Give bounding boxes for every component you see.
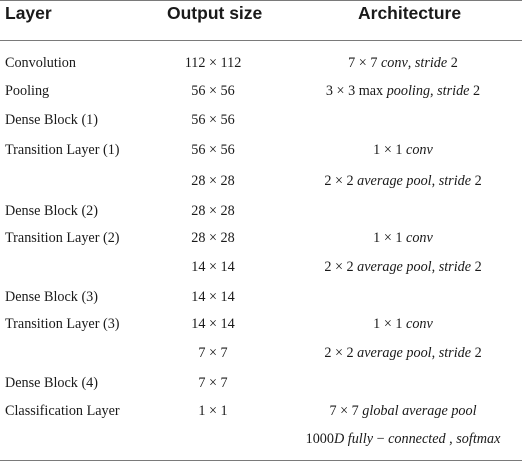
- architecture-cell: 1 × 1 conv: [373, 142, 433, 158]
- output-size-cell: 1 × 1: [198, 403, 228, 419]
- output-size-cell: 7 × 7: [198, 375, 228, 391]
- table-row: [0, 401, 522, 429]
- architecture-cell: 1 × 1 conv: [373, 316, 433, 332]
- architecture-cell: 2 × 2 average pool, stride 2: [324, 345, 482, 361]
- layer-cell: Classification Layer: [5, 403, 120, 419]
- output-size-cell: 56 × 56: [191, 142, 235, 158]
- architecture-cell: 2 × 2 average pool, stride 2: [324, 259, 482, 275]
- layer-cell: Transition Layer (1): [5, 142, 120, 158]
- header-architecture: Architecture: [358, 3, 462, 23]
- architecture-cell: 1 × 1 conv: [373, 230, 433, 246]
- output-size-cell: 56 × 56: [191, 112, 235, 128]
- architecture-cell: 7 × 7 global average pool: [329, 403, 477, 419]
- layer-cell: Dense Block (4): [5, 375, 98, 391]
- layer-cell: Transition Layer (3): [5, 316, 120, 332]
- table-row: [0, 343, 522, 371]
- output-size-cell: 28 × 28: [191, 203, 235, 219]
- table-row: [0, 257, 522, 285]
- layer-cell: Transition Layer (2): [5, 230, 120, 246]
- table-row: [0, 314, 522, 342]
- table-row: [0, 429, 522, 457]
- output-size-cell: 7 × 7: [198, 345, 228, 361]
- table-row: [0, 201, 522, 229]
- architecture-cell: 2 × 2 average pool, stride 2: [324, 173, 482, 189]
- output-size-cell: 56 × 56: [191, 83, 235, 99]
- header-layer: Layer: [5, 3, 52, 23]
- output-size-cell: 14 × 14: [191, 259, 235, 275]
- table-top-rule: [0, 0, 522, 1]
- header-rule: [0, 40, 522, 41]
- architecture-cell: 1000D fully − connected , softmax: [305, 431, 501, 447]
- table-row: [0, 171, 522, 199]
- table-row: [0, 53, 522, 81]
- table-row: [0, 373, 522, 401]
- table-row: [0, 287, 522, 315]
- table-row: [0, 228, 522, 256]
- layer-cell: Pooling: [5, 83, 50, 99]
- architecture-cell: 7 × 7 conv, stride 2: [348, 55, 458, 71]
- table-row: [0, 81, 522, 109]
- layer-cell: Dense Block (1): [5, 112, 98, 128]
- output-size-cell: 14 × 14: [191, 289, 235, 305]
- layer-cell: Convolution: [5, 55, 76, 71]
- layer-cell: Dense Block (2): [5, 203, 98, 219]
- output-size-cell: 14 × 14: [191, 316, 235, 332]
- output-size-cell: 28 × 28: [191, 230, 235, 246]
- table-bottom-rule: [0, 460, 522, 461]
- layer-cell: Dense Block (3): [5, 289, 98, 305]
- output-size-cell: 28 × 28: [191, 173, 235, 189]
- table-row: [0, 110, 522, 138]
- output-size-cell: 112 × 112: [184, 55, 242, 71]
- header-output-size: Output size: [167, 3, 263, 23]
- architecture-cell: 3 × 3 max pooling, stride 2: [325, 83, 481, 99]
- table-row: [0, 140, 522, 168]
